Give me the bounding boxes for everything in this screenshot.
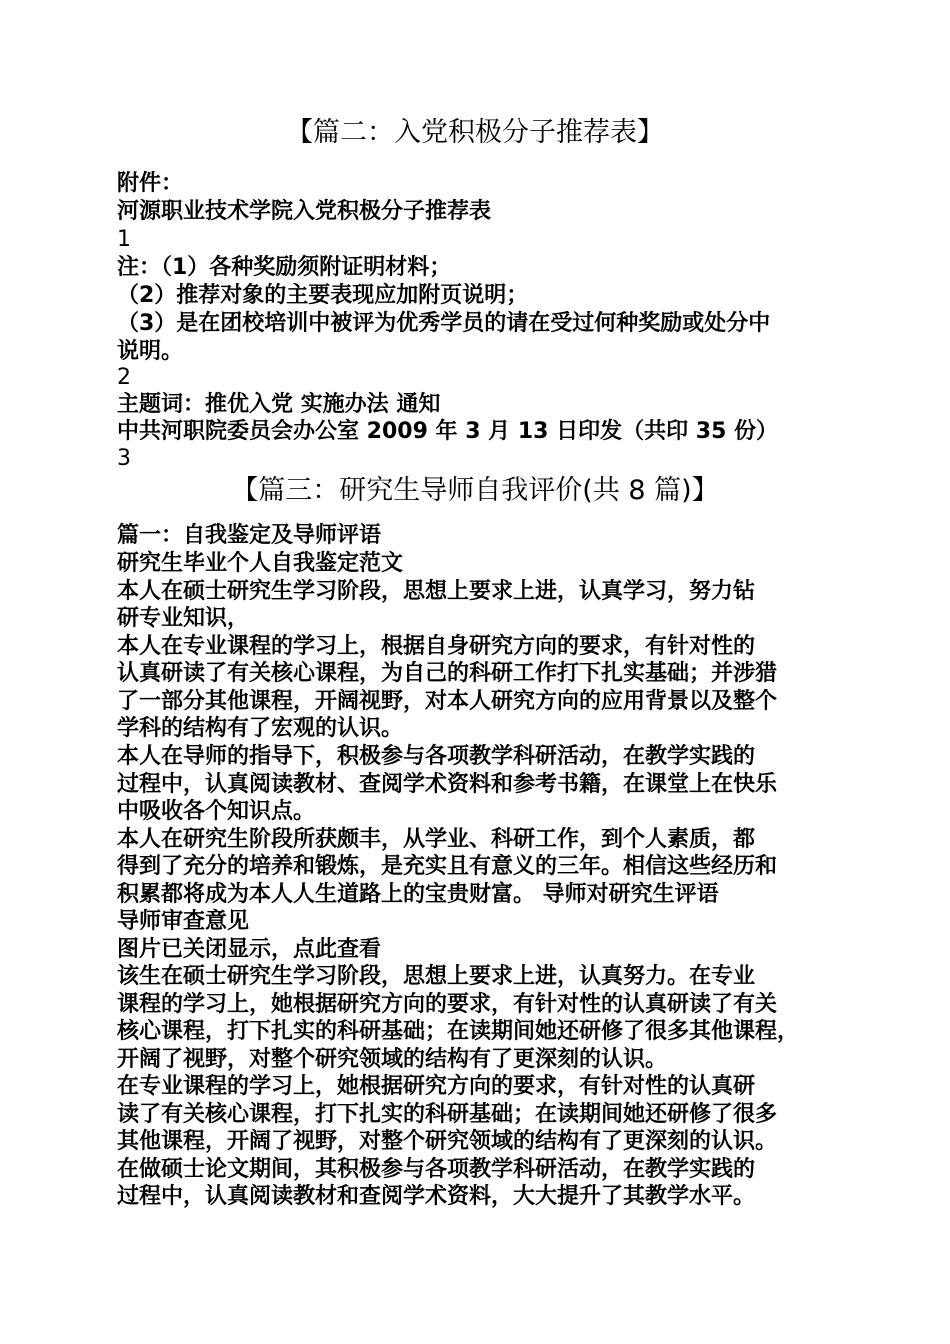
subject-keywords: 主题词：推优入党 实施办法 通知 (117, 392, 441, 417)
note-line-2: （2）推荐对象的主要表现应加附页说明； (117, 283, 529, 308)
part3-line: 了一部分其他课程，开阔视野，对本人研究方向的应用背景以及整个 (117, 689, 778, 714)
section-title-part2: 【篇二：入党积极分子推荐表】 (286, 117, 664, 148)
page-number-2: 2 (117, 365, 131, 390)
section-title-part3: 【篇三：研究生导师自我评价(共 8 篇)】 (231, 475, 719, 506)
part3-line: 本人在研究生阶段所获颇丰，从学业、科研工作，到个人素质，都 (117, 827, 756, 852)
part3-line: 本人在专业课程的学习上，根据自身研究方向的要求，有针对性的 (117, 634, 756, 659)
part3-line: 读了有关核心课程，打下扎实的科研基础；在读期间她还研修了很多 (117, 1102, 778, 1127)
part3-line: 中吸收各个知识点。 (117, 799, 316, 824)
part3-line: 得到了充分的培养和锻炼，是充实且有意义的三年。相信这些经历和 (117, 854, 778, 879)
part3-line: 过程中，认真阅读教材、查阅学术资料和参考书籍，在课堂上在快乐 (117, 772, 778, 797)
note-line-3: （3）是在团校培训中被评为优秀学员的请在受过何种奖励或处分中 (117, 311, 771, 336)
part3-line: 导师审查意见 (117, 909, 250, 934)
part3-line: 核心课程，打下扎实的科研基础；在读期间她还研修了很多其他课程， (117, 1019, 800, 1044)
form-title: 河源职业技术学院入党积极分子推荐表 (117, 199, 492, 224)
part3-line: 研究生毕业个人自我鉴定范文 (117, 551, 404, 576)
page-number-1: 1 (117, 227, 131, 252)
part3-line: 开阔了视野，对整个研究领域的结构有了更深刻的认识。 (117, 1047, 668, 1072)
attachment-label: 附件： (117, 171, 184, 196)
part3-line: 课程的学习上，她根据研究方向的要求，有针对性的认真研读了有关 (117, 992, 778, 1017)
note-line-1: 注：（1）各种奖励须附证明材料； (117, 255, 452, 280)
part3-line: 研专业知识， (117, 606, 250, 631)
part3-line: 篇一：自我鉴定及导师评语 (117, 523, 382, 548)
part3-line-image-notice[interactable]: 图片已关闭显示，点此查看 (117, 937, 382, 962)
part3-line: 学科的结构有了宏观的认识。 (117, 716, 404, 741)
page-number-3: 3 (117, 446, 131, 471)
note-line-4: 说明。 (117, 339, 184, 364)
part3-line: 本人在硕士研究生学习阶段，思想上要求上进，认真学习，努力钻 (117, 579, 756, 604)
part3-line: 本人在导师的指导下，积极参与各项教学科研活动，在教学实践的 (117, 744, 756, 769)
part3-line: 在专业课程的学习上，她根据研究方向的要求，有针对性的认真研 (117, 1074, 756, 1099)
part3-line: 过程中，认真阅读教材和查阅学术资料，大大提升了其教学水平。 (117, 1184, 756, 1209)
part3-line: 认真研读了有关核心课程，为自己的科研工作打下扎实基础；并涉猎 (117, 661, 778, 686)
part3-line: 积累都将成为本人人生道路上的宝贵财富。 导师对研究生评语 (117, 882, 719, 907)
part3-line: 其他课程，开阔了视野，对整个研究领域的结构有了更深刻的认识。 (117, 1129, 778, 1154)
issuer-line: 中共河职院委员会办公室 2009 年 3 月 13 日印发（共印 35 份） (117, 419, 779, 444)
part3-line: 在做硕士论文期间，其积极参与各项教学科研活动，在教学实践的 (117, 1157, 756, 1182)
part3-line: 该生在硕士研究生学习阶段，思想上要求上进，认真努力。在专业 (117, 964, 756, 989)
